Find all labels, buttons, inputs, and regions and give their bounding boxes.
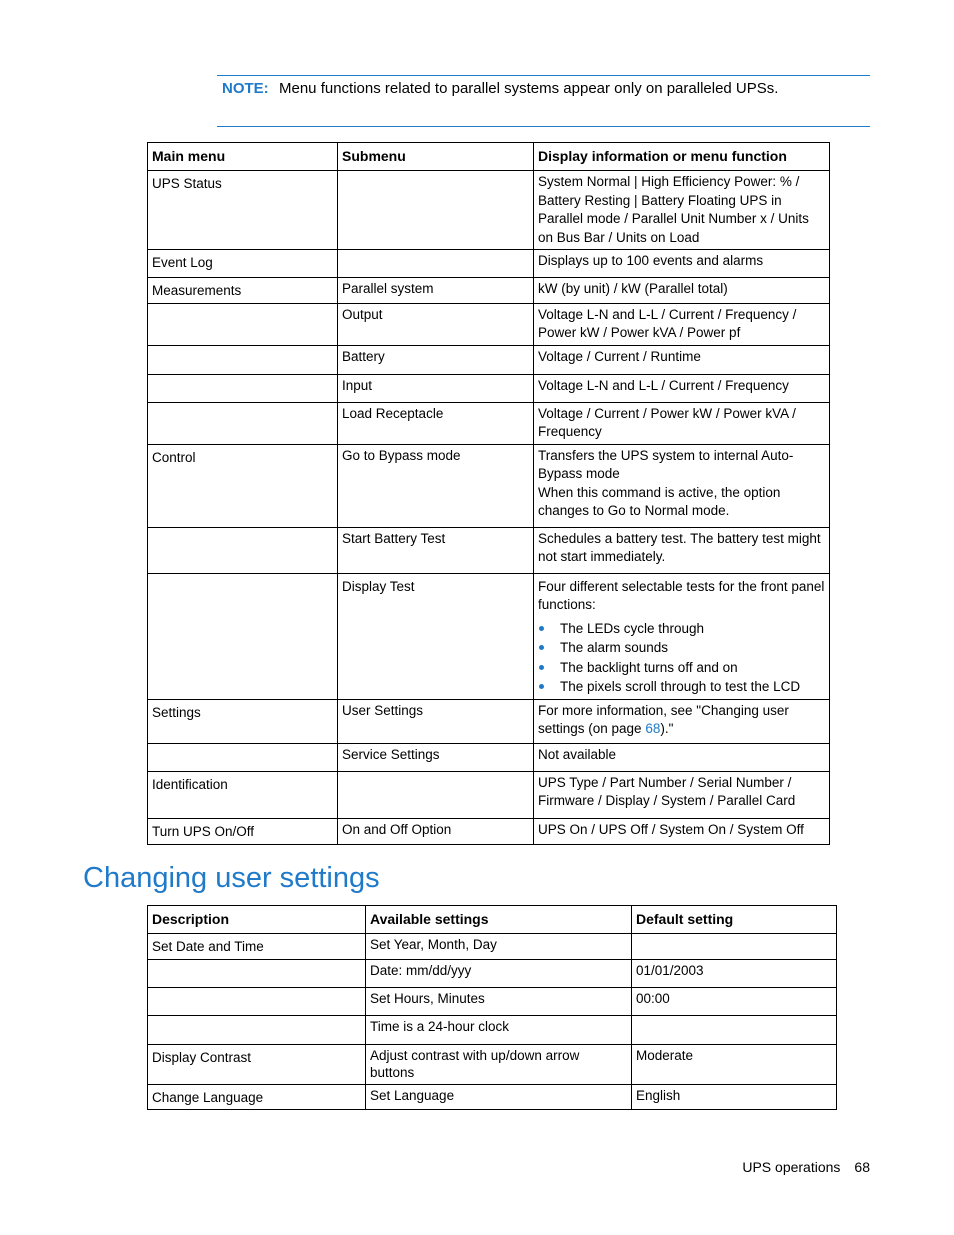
table-cell: Measurements [148,278,338,304]
table-cell: System Normal | High Efficiency Power: % / Battery Resting | Battery Floating UPS in Parallel mode / Parallel Unit Number x / Units on Bus Bar / Units on Load [534,171,830,250]
table-cell [338,171,534,250]
list-item: The backlight turns off and on [560,658,825,678]
page-footer [742,1159,870,1175]
table-cell: Voltage / Current / Power kW / Power kVA / Frequency [534,402,830,444]
table-cell: Moderate [632,1044,837,1084]
table-cell [632,1015,837,1044]
table-cell [148,743,338,771]
table-cell: Change Language [148,1084,366,1110]
table-row [148,303,830,345]
cell-text: )." [660,721,674,736]
table-cell: UPS Status [148,171,338,250]
table-cell [338,250,534,278]
bullet-list [538,619,825,697]
table-cell [148,987,366,1015]
table-row [148,1084,837,1110]
page-number: 68 [854,1159,870,1175]
table-cell: Set Language [366,1084,632,1110]
table-cell: 01/01/2003 [632,959,837,987]
table-cell [148,402,338,444]
table-cell: Date: mm/dd/yyy [366,959,632,987]
table-cell: Set Date and Time [148,934,366,960]
table-cell: Identification [148,771,338,818]
table-cell: Load Receptacle [338,402,534,444]
table-cell: Turn UPS On/Off [148,818,338,844]
cell-line: When this command is active, the option changes to Go to Normal mode. [538,484,781,518]
table-cell: User Settings [338,699,534,743]
table-cell [148,374,338,402]
cell-text: For more information, see "Changing user settings (on page [538,702,789,736]
table-cell: Parallel system [338,278,534,304]
table-row [148,444,830,527]
table-cell: Service Settings [338,743,534,771]
table-row [148,345,830,374]
table-row [148,1044,837,1084]
table-row [148,250,830,278]
table-cell: Start Battery Test [338,527,534,573]
note-box [217,75,870,127]
column-header: Display information or menu function [534,143,830,171]
table-cell: Voltage L-N and L-L / Current / Frequency / Power kW / Power kVA / Power pf [534,303,830,345]
note-label: NOTE: [222,80,269,97]
column-header: Description [148,906,366,934]
table-row [148,987,837,1015]
table-cell [148,1015,366,1044]
table-cell [148,527,338,573]
table-row [148,818,830,844]
table-cell: Voltage / Current / Runtime [534,345,830,374]
table-cell: Not available [534,743,830,771]
table-cell: Adjust contrast with up/down arrow buttons [366,1044,632,1084]
menu-table [147,142,830,845]
table-cell [534,699,830,743]
table-cell [148,303,338,345]
list-item: The LEDs cycle through [560,619,825,639]
table-cell: Settings [148,699,338,743]
table-cell: Control [148,444,338,527]
table-row [148,402,830,444]
table-cell: Voltage L-N and L-L / Current / Frequency [534,374,830,402]
table-cell: kW (by unit) / kW (Parallel total) [534,278,830,304]
table-cell: Display Test [338,573,534,699]
table-cell: 00:00 [632,987,837,1015]
column-header: Available settings [366,906,632,934]
table-cell [148,959,366,987]
table-cell: Input [338,374,534,402]
list-item: The pixels scroll through to test the LCD [560,677,825,697]
table-row [148,1015,837,1044]
table-row [148,278,830,304]
footer-section: UPS operations [742,1159,841,1175]
table-row [148,771,830,818]
table-header-row [148,143,830,171]
table-cell: Set Year, Month, Day [366,934,632,960]
table-row [148,374,830,402]
column-header: Default setting [632,906,837,934]
table-row [148,959,837,987]
column-header: Main menu [148,143,338,171]
settings-table [147,905,837,1110]
table-cell [534,573,830,699]
table-cell: English [632,1084,837,1110]
table-cell: Event Log [148,250,338,278]
table-cell: Schedules a battery test. The battery test might not start immediately. [534,527,830,573]
table-row [148,573,830,699]
table-cell: UPS Type / Part Number / Serial Number / Firmware / Display / System / Parallel Card [534,771,830,818]
section-title: Changing user settings [83,862,380,894]
table-cell: Time is a 24-hour clock [366,1015,632,1044]
table-cell: Display Contrast [148,1044,366,1084]
table-cell: Set Hours, Minutes [366,987,632,1015]
table-row [148,743,830,771]
column-header: Submenu [338,143,534,171]
table-cell: UPS On / UPS Off / System On / System Off [534,818,830,844]
table-cell: Go to Bypass mode [338,444,534,527]
page-link[interactable]: 68 [645,721,661,736]
table-header-row [148,906,837,934]
table-row [148,699,830,743]
cell-line: Four different selectable tests for the front panel functions: [538,578,825,612]
table-cell: Displays up to 100 events and alarms [534,250,830,278]
note-text: Menu functions related to parallel systems appear only on paralleled UPSs. [279,80,779,97]
table-cell [534,444,830,527]
table-cell [148,345,338,374]
table-cell: Battery [338,345,534,374]
table-row [148,527,830,573]
table-row [148,934,837,960]
table-row [148,171,830,250]
table-cell: Output [338,303,534,345]
table-cell [148,573,338,699]
list-item: The alarm sounds [560,638,825,658]
table-cell: On and Off Option [338,818,534,844]
table-cell [338,771,534,818]
table-cell [632,934,837,960]
cell-line: Transfers the UPS system to internal Auto-Bypass mode [538,447,794,481]
